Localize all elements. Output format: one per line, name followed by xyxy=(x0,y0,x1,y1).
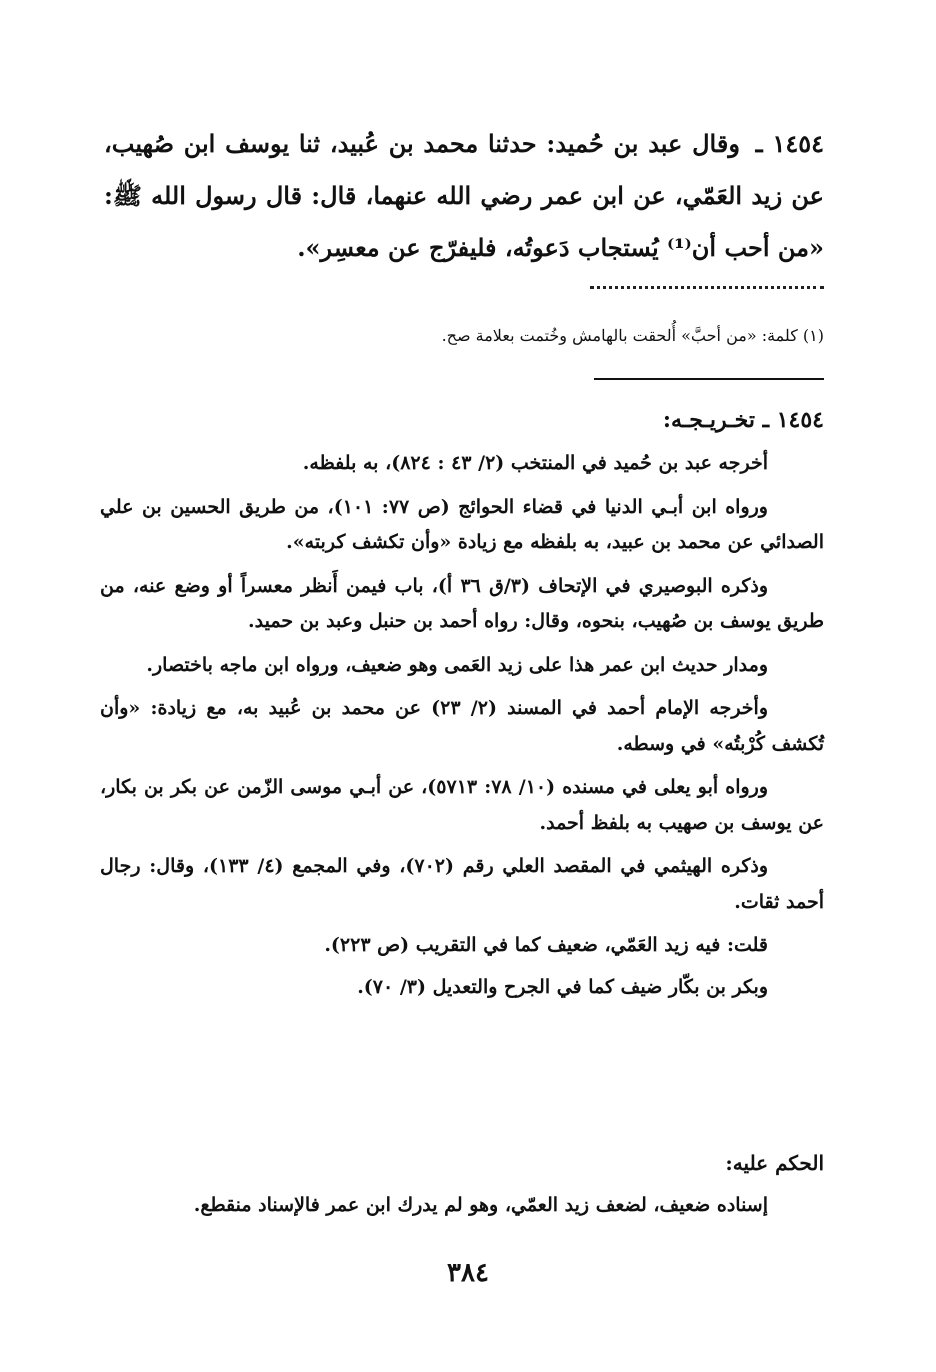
takhrij-paragraph-6: ورواه أبو يعلى في مسنده (١٠/ ٧٨: ٥٧١٣)، عن أبـي موسى الزّمن عن بكر بن بكار، عن يوسف بن صهيب به بلفظ أحمد. xyxy=(100,776,824,834)
takhrij-heading: ١٤٥٤ ـ تخـريـجـه: xyxy=(662,407,824,433)
takhrij-paragraph-7: وذكره الهيثمي في المقصد العلي رقم (٧٠٢)، وفي المجمع (٤/ ١٣٣)، وقال: رجال أحمد ثقات. xyxy=(100,855,824,913)
hadith-number: ١٤٥٤ ـ xyxy=(755,129,825,158)
hadith-text: وقال عبد بن حُميد: حدثنا محمد بن عُبيد، ثنا يوسف ابن صُهيب، عن زيد العَمّي، عن ابن عمر رضي الله عنهما، قال: قال رسول الله ﷺ: «من أحب أن⁽¹⁾ يُستجاب دَعوتُه، فليفرّج عن معسِر». xyxy=(104,129,824,262)
takhrij-note-2: وبكر بن بكّار ضيف كما في الجرح والتعديل (٣/ ٧٠). xyxy=(357,975,768,998)
page-number: ٣٨٤ xyxy=(447,1258,489,1288)
footnote-separator-dots xyxy=(590,286,824,289)
takhrij-paragraph-4: ومدار حديث ابن عمر هذا على زيد العَمى وهو ضعيف، ورواه ابن ماجه باختصار. xyxy=(146,653,768,676)
hukm-heading: الحكم عليه: xyxy=(725,1151,824,1175)
hadith-text-block xyxy=(104,118,824,274)
takhrij-paragraph-1: أخرجه عبد بن حُميد في المنتخب (٢/ ٤٣ : ٨٢٤)، به بلفظه. xyxy=(302,452,768,474)
takhrij-paragraph-3: وذكره البوصيري في الإتحاف (٣/ق ٣٦ أ)، باب فيمن أَنظر معسراً أو وضع عنه، من طريق يوسف بن صُهيب، بنحوه، وقال: رواه أحمد بن حنبل وعبد بن حميد. xyxy=(100,574,824,632)
takhrij-paragraph-2: ورواه ابن أبـي الدنيا في قضاء الحوائج (ص ٧٧: ١٠١)، من طريق الحسين بن علي الصدائي عن محمد بن عبيد، به بلفظه مع زيادة «وأن تكشف كربته». xyxy=(100,495,824,553)
section-divider-line xyxy=(594,378,824,380)
takhrij-section xyxy=(100,446,824,1011)
footnote: (١) كلمة: «من أحبَّ» أُلحقت بالهامش وخُتمت بعلامة صح. xyxy=(441,326,824,345)
hukm-text: إسناده ضعيف، لضعف زيد العمّي، وهو لم يدرك ابن عمر فالإسناد منقطع. xyxy=(193,1194,768,1216)
takhrij-paragraph-5: وأخرجه الإمام أحمد في المسند (٢/ ٢٣) عن محمد بن عُبيد به، مع زيادة: «وأن تُكشف كُرْبتُه» في وسطه. xyxy=(100,697,824,755)
takhrij-note-1: قلت: فيه زيد العَمّي، ضعيف كما في التقريب (ص ٢٢٣). xyxy=(324,934,768,956)
